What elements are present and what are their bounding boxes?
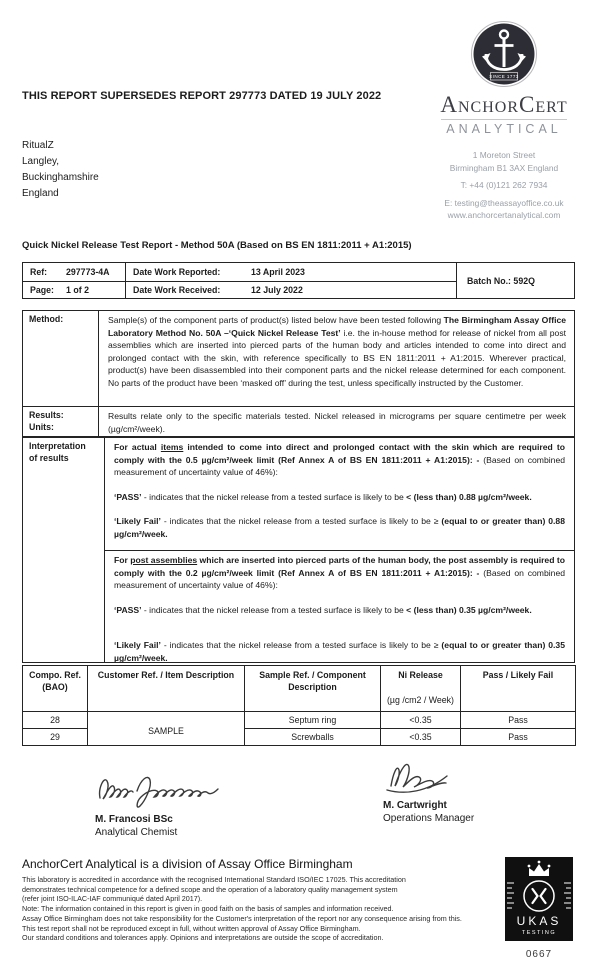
- header-units-line: (µg /cm2 / Week): [387, 695, 454, 705]
- items-segment: items: [160, 442, 184, 452]
- batch-cell: Batch No.: 592Q: [467, 275, 535, 286]
- reported-cell: [126, 263, 457, 281]
- header-ni-release: [381, 666, 461, 712]
- pass-text: - indicates that the nickel release from a tested surface is likely to be: [141, 604, 407, 615]
- signature-francosi-image: [95, 768, 245, 810]
- header-compo-ref: [23, 666, 88, 712]
- results-units-text: Results relate only to the specific materials tested. Nickel released in micrograms per square centimetre per week (µg/cm²/week).: [108, 411, 566, 434]
- results-table: [22, 665, 576, 746]
- method-text-segment: Sample(s) of the component parts of product(s) listed below have been tested following: [108, 315, 444, 325]
- recipient-line: Langley,: [22, 156, 60, 167]
- page-cell: [23, 281, 126, 299]
- interpretation-label-line: of results: [29, 452, 69, 463]
- interpretation-label-line: Interpretation: [29, 441, 86, 451]
- interpretation-label: [23, 438, 105, 662]
- fail-threshold: (equal to or greater than) 0.88 µg/cm²/week.: [114, 516, 565, 539]
- fine-print-line: demonstrates technical competence for a defined scope and the operation of a laboratory quality management system: [22, 884, 398, 894]
- cell-sample-ref: Septum ring: [245, 712, 381, 729]
- brand-name: AnchorCert: [440, 92, 568, 117]
- pass-definition: [114, 604, 565, 617]
- signatory-name: M. Francosi BSc: [95, 814, 173, 825]
- cell-pass-fail: Pass: [461, 729, 576, 746]
- signatory-role: Operations Manager: [383, 813, 475, 824]
- signature-block-analytical-chemist: [95, 768, 275, 838]
- fail-definition: [114, 639, 565, 662]
- pass-definition: [114, 491, 565, 504]
- interpretation-content: [105, 438, 574, 662]
- brand-divider: [441, 119, 567, 120]
- cell-ni-release: <0.35: [381, 729, 461, 746]
- ref-label: Ref:: [30, 266, 48, 277]
- header-line: Ni Release: [398, 670, 443, 680]
- fail-term: ‘Likely Fail’: [114, 640, 161, 651]
- recipient-line: RitualZ: [22, 140, 54, 151]
- header-customer-ref: Customer Ref. / Item Description: [88, 666, 245, 712]
- phone-line: T: +44 (0)121 262 7934: [460, 180, 548, 190]
- pass-threshold: < (less than) 0.35 µg/cm²/week.: [406, 604, 532, 615]
- recipient-address: [22, 138, 99, 202]
- posts-segment: post assemblies: [130, 555, 198, 565]
- reported-label: Date Work Reported:: [133, 266, 221, 277]
- received-value: 12 July 2022: [251, 284, 303, 295]
- fail-threshold: (equal to or greater than) 0.35 µg/cm²/week.: [114, 640, 565, 662]
- results-header-row: [23, 666, 576, 712]
- signatory-name: M. Cartwright: [383, 800, 447, 811]
- reference-table: [22, 262, 575, 299]
- page-label: Page:: [30, 284, 54, 295]
- logo-since-label: SINCE 1773: [489, 74, 519, 79]
- address-line: Birmingham B1 3AX England: [449, 162, 559, 173]
- posts-segment: which are inserted into pierced parts of the human body, the post assembly is required to comply with the 0.2 µg/cm²/week limit (Ref Annex A of BS EN 1811:2011 + A1:2015): -: [114, 555, 565, 578]
- posts-paragraph: [114, 554, 565, 592]
- result-row: [23, 712, 576, 729]
- address-line: 1 Moreton Street: [472, 150, 536, 160]
- items-segment: intended to come into direct and prolonged contact with the skin which are required to comply with the 0.5 µg/cm²/week limit (Ref Annex A of BS EN 1811:2011 + A1:2015): -: [114, 442, 565, 465]
- brand-block: [418, 20, 590, 222]
- supersedes-notice: THIS REPORT SUPERSEDES REPORT 297773 DATED 19 JULY 2022: [22, 90, 382, 102]
- ukas-sub-label: TESTING: [521, 930, 557, 936]
- pass-threshold: < (less than) 0.88 µg/cm²/week.: [406, 491, 532, 502]
- footer-heading: AnchorCert Analytical is a division of Assay Office Birmingham: [22, 857, 353, 871]
- ukas-number: 0667: [525, 949, 553, 960]
- fine-print-line: Our standard conditions and tolerances apply. Opinions and interpretations are outside the scope of accreditation.: [22, 933, 384, 943]
- header-pass-fail: Pass / Likely Fail: [461, 666, 576, 712]
- recipient-line: Buckinghamshire: [22, 172, 99, 183]
- fail-term: ‘Likely Fail’: [114, 516, 161, 527]
- received-label: Date Work Received:: [133, 284, 221, 295]
- method-text: [99, 311, 574, 406]
- ref-cell: [23, 263, 126, 281]
- items-segment: (Based on combined measurement of uncertainty value of 46%):: [114, 454, 565, 478]
- fine-print-line: (refer joint ISO-ILAC-IAF communiqué dated April 2017).: [22, 894, 203, 904]
- posts-segment: (Based on combined measurement of uncertainty value of 46%):: [114, 567, 565, 591]
- brand-address: [418, 149, 590, 222]
- results-label: Results:: [29, 410, 64, 420]
- items-segment: For actual: [114, 442, 161, 452]
- pass-text: - indicates that the nickel release from a tested surface is likely to be: [141, 491, 407, 502]
- fail-definition: [114, 515, 565, 540]
- method-row: [23, 311, 574, 406]
- ref-value: 297773-4A: [66, 266, 110, 277]
- interpretation-items-box: [105, 438, 574, 550]
- cell-customer-ref: SAMPLE: [88, 712, 245, 746]
- header-line: Compo. Ref.: [29, 670, 81, 680]
- signature-block-operations-manager: [383, 756, 563, 824]
- fine-print-line: This test report shall not be reproduced except in full, without written approval of Assay Office Birmingham.: [22, 923, 361, 933]
- cell-ni-release: <0.35: [381, 712, 461, 729]
- fine-print-line: Assay Office Birmingham does not take responsibility for the Customer's interpretation of the report nor any consequence arising from this.: [22, 913, 462, 923]
- cell-sample-ref: Screwballs: [245, 729, 381, 746]
- items-paragraph: [114, 441, 565, 479]
- ukas-label: UKAS: [516, 914, 562, 928]
- received-cell: [126, 281, 457, 299]
- header-line: (BAO): [42, 682, 68, 692]
- fine-print-line: This laboratory is accredited in accordance with the recognised International Standard ISO/IEC 17025. This accreditation: [22, 875, 406, 884]
- results-units-row: [23, 406, 574, 436]
- fail-text: - indicates that the nickel release from a tested surface is likely to be ≥: [160, 516, 442, 527]
- method-label: Method:: [23, 311, 99, 406]
- interpretation-table: [22, 437, 575, 663]
- method-text-segment: i.e. the in-house method for release of nickel from all post assemblies which are inserted into pierced parts of the human body and articles intended to come into direct and prolonged contact with the skin, with reference specifically to BS EN 1811:2011 + A1:2015. Wherever practical, product(s) have been disassembled into their component parts and the nickel release determined for each component. No parts of the product have been ‘masked off’ during the test, unless specifically instructed by the Customer.: [108, 327, 566, 388]
- footer-fine-print: [22, 875, 500, 943]
- signature-cartwright-image: [383, 756, 483, 796]
- units-label: Units:: [29, 421, 54, 432]
- reported-value: 13 April 2023: [251, 266, 305, 277]
- anchor-logo-icon: [470, 20, 538, 88]
- header-line: Description: [288, 682, 337, 692]
- recipient-line: England: [22, 188, 59, 199]
- brand-subname: ANALYTICAL: [446, 122, 562, 136]
- interpretation-posts-box: [105, 550, 574, 662]
- fine-print-line: Note: The information contained in this report is given in good faith on the basis of samples and information received.: [22, 904, 394, 914]
- header-sample-ref: [245, 666, 381, 712]
- ukas-accreditation-mark: [505, 857, 573, 960]
- pass-term: ‘PASS’: [114, 604, 142, 615]
- method-text-segment: The Birmingham Assay Office Laboratory Method No. 50A –‘Quick Nickel Release Test’: [108, 315, 567, 338]
- posts-segment: For: [114, 555, 131, 565]
- header-line: Sample Ref. / Component: [259, 670, 366, 680]
- report-title: Quick Nickel Release Test Report - Method 50A (Based on BS EN 1811:2011 + A1:2015): [22, 240, 412, 251]
- cell-pass-fail: Pass: [461, 712, 576, 729]
- signatory-role: Analytical Chemist: [95, 827, 178, 838]
- website-line: www.anchorcertanalytical.com: [447, 210, 561, 220]
- email-line: E: testing@theassayoffice.co.uk: [444, 197, 564, 208]
- method-table: [22, 310, 575, 437]
- cell-compo-ref: 29: [23, 729, 88, 746]
- page-value: 1 of 2: [66, 284, 89, 295]
- pass-term: ‘PASS’: [114, 491, 142, 502]
- fail-text: - indicates that the nickel release from a tested surface is likely to be ≥: [160, 640, 442, 651]
- cell-compo-ref: 28: [23, 712, 88, 729]
- results-units-label: [23, 407, 99, 436]
- ukas-testing-icon: [505, 857, 573, 941]
